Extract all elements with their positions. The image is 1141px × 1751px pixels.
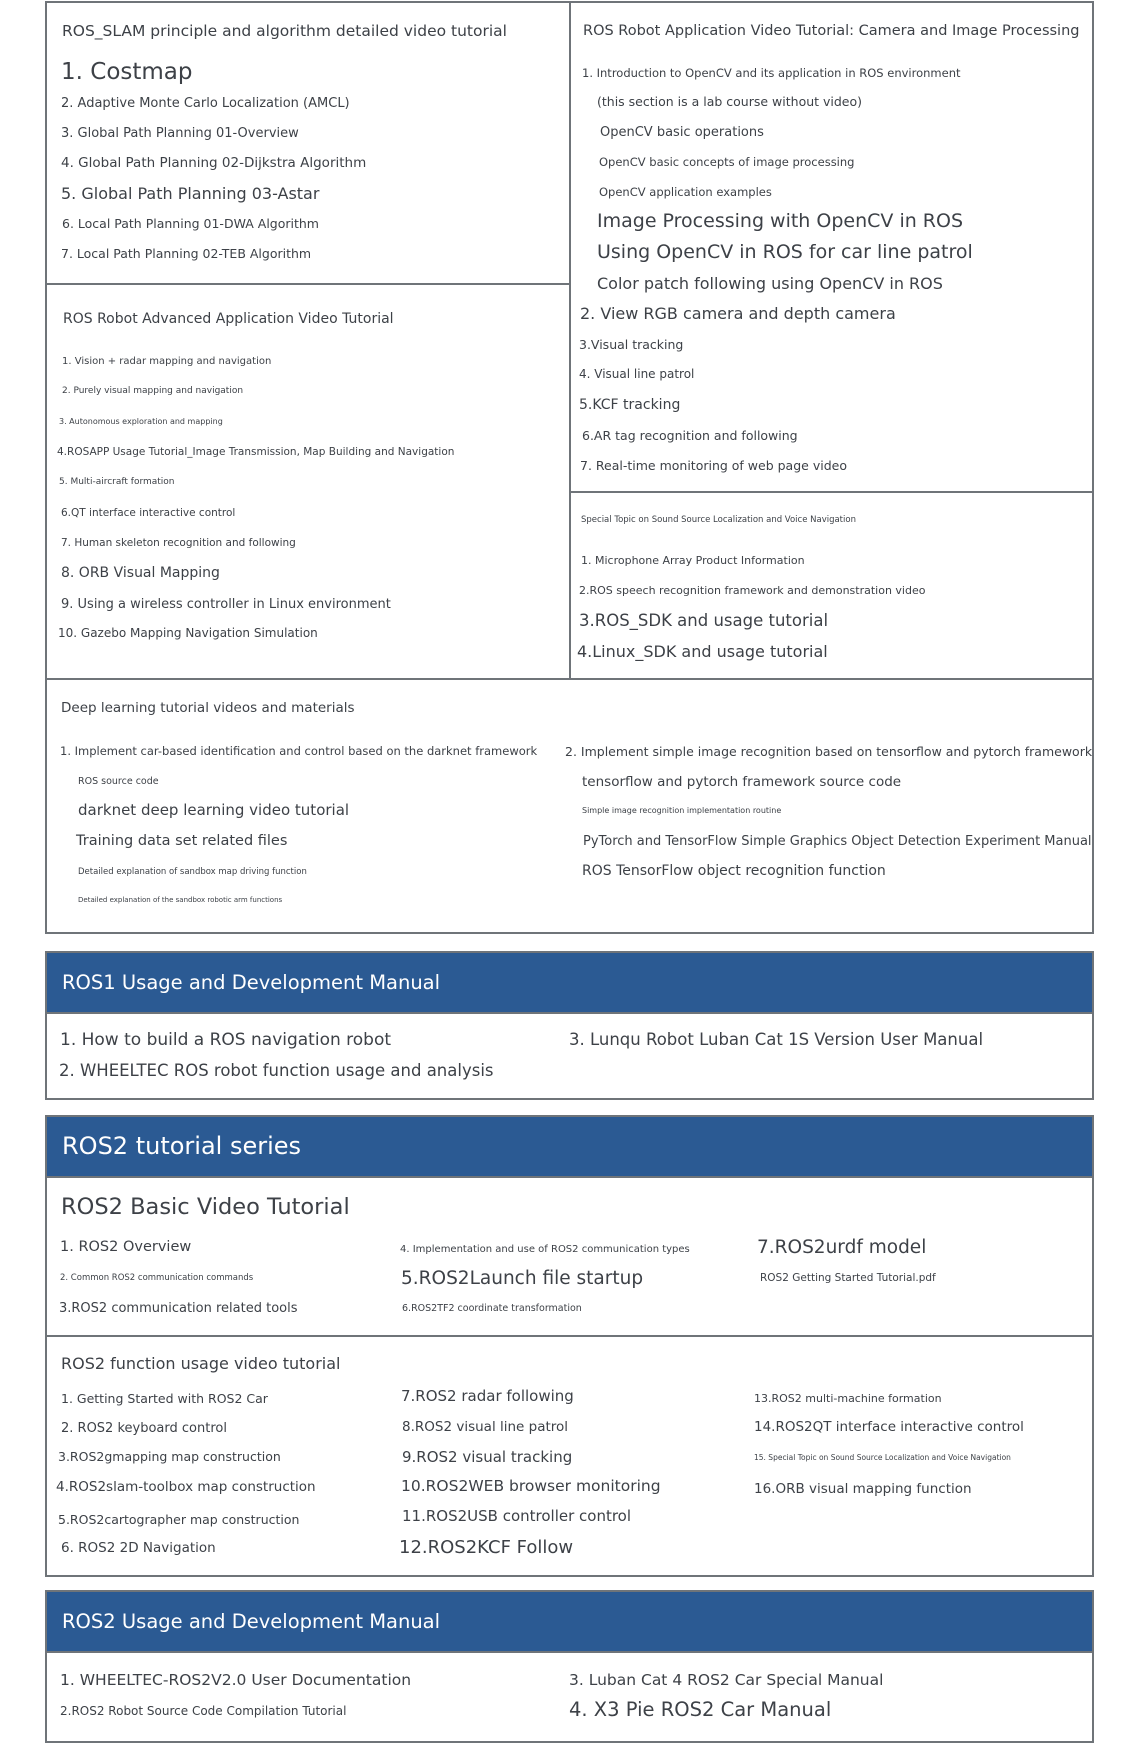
ros1-manual-item[interactable]: 3. Lunqu Robot Luban Cat 1S Version User Manual <box>569 1030 984 1049</box>
camera-item[interactable]: OpenCV application examples <box>599 185 772 199</box>
ros2-basic-item[interactable]: 1. ROS2 Overview <box>60 1239 192 1255</box>
ros2-function-item[interactable]: 5.ROS2cartographer map construction <box>58 1512 300 1527</box>
ros2-basic-item[interactable]: ROS2 Getting Started Tutorial.pdf <box>760 1272 936 1284</box>
ros2-series-title: ROS2 tutorial series <box>62 1132 302 1160</box>
ros2-basic-item[interactable]: 5.ROS2Launch file startup <box>401 1268 644 1289</box>
slam-item[interactable]: 2. Adaptive Monte Carlo Localization (AMCL) <box>61 96 350 111</box>
deep-title: Deep learning tutorial videos and materials <box>61 700 355 716</box>
advanced-item[interactable]: 2. Purely visual mapping and navigation <box>62 386 244 396</box>
advanced-item[interactable]: 4.ROSAPP Usage Tutorial_Image Transmission, Map Building and Navigation <box>57 446 455 458</box>
advanced-item[interactable]: 5. Multi-aircraft formation <box>59 477 175 487</box>
camera-item[interactable]: 7. Real-time monitoring of web page video <box>580 458 847 473</box>
ros2-function-item[interactable]: 4.ROS2slam-toolbox map construction <box>56 1479 316 1495</box>
ros2-series-header <box>45 1115 1094 1177</box>
ros2-series-divider <box>45 1335 1094 1337</box>
ros2-function-item[interactable]: 8.ROS2 visual line patrol <box>402 1419 569 1435</box>
deep-right-item[interactable]: ROS TensorFlow object recognition function <box>582 863 886 879</box>
deep-left-item[interactable]: Detailed explanation of sandbox map driving function <box>78 867 307 877</box>
slam-item[interactable]: 4. Global Path Planning 02-Dijkstra Algorithm <box>61 155 367 171</box>
advanced-item[interactable]: 8. ORB Visual Mapping <box>61 565 220 581</box>
deep-right-item[interactable]: tensorflow and pytorch framework source code <box>582 774 902 790</box>
ros2-function-item[interactable]: 3.ROS2gmapping map construction <box>58 1449 281 1464</box>
ros2-function-item[interactable]: 16.ORB visual mapping function <box>754 1481 972 1497</box>
deep-left-item[interactable]: ROS source code <box>78 776 159 787</box>
camera-item[interactable]: Using OpenCV in ROS for car line patrol <box>597 241 973 263</box>
ros2-basic-item[interactable]: 7.ROS2urdf model <box>757 1237 927 1258</box>
ros1-manual-item[interactable]: 2. WHEELTEC ROS robot function usage and analysis <box>59 1061 494 1080</box>
deep-left-item[interactable]: Training data set related files <box>76 833 288 849</box>
ros1-manual-header <box>45 951 1094 1013</box>
advanced-item[interactable]: 1. Vision + radar mapping and navigation <box>62 356 272 367</box>
ros1-manual-item[interactable]: 1. How to build a ROS navigation robot <box>60 1030 392 1050</box>
deep-right-item[interactable]: 2. Implement simple image recognition based on tensorflow and pytorch framework <box>565 744 1093 759</box>
ros2-function-item[interactable]: 14.ROS2QT interface interactive control <box>754 1419 1024 1435</box>
camera-item[interactable]: 5.KCF tracking <box>579 397 681 413</box>
sound-item[interactable]: 2.ROS speech recognition framework and demonstration video <box>579 584 926 597</box>
ros2-basic-title: ROS2 Basic Video Tutorial <box>61 1194 350 1220</box>
slam-bottom-divider <box>45 283 571 285</box>
ros2-function-item[interactable]: 13.ROS2 multi-machine formation <box>754 1392 942 1405</box>
ros2-function-item[interactable]: 1. Getting Started with ROS2 Car <box>61 1391 268 1406</box>
ros2-function-item[interactable]: 9.ROS2 visual tracking <box>402 1448 573 1466</box>
advanced-item[interactable]: 3. Autonomous exploration and mapping <box>59 417 223 426</box>
camera-item[interactable]: 2. View RGB camera and depth camera <box>580 304 896 323</box>
ros2-manual-body <box>45 1651 1094 1743</box>
advanced-title: ROS Robot Advanced Application Video Tutorial <box>63 311 394 327</box>
ros2-function-item[interactable]: 15. Special Topic on Sound Source Localization and Voice Navigation <box>754 1453 1011 1462</box>
ros2-function-item[interactable]: 12.ROS2KCF Follow <box>399 1537 574 1558</box>
ros2-function-item[interactable]: 11.ROS2USB controller control <box>402 1507 632 1525</box>
camera-item[interactable]: Color patch following using OpenCV in ROS <box>597 274 943 293</box>
advanced-item[interactable]: 7. Human skeleton recognition and following <box>61 537 296 549</box>
camera-item[interactable]: OpenCV basic operations <box>600 125 764 140</box>
camera-title: ROS Robot Application Video Tutorial: Camera and Image Processing <box>583 23 1080 39</box>
camera-item[interactable]: 3.Visual tracking <box>579 337 684 352</box>
deep-left-item[interactable]: 1. Implement car-based identification and control based on the darknet framework <box>60 744 538 758</box>
camera-item[interactable]: 6.AR tag recognition and following <box>582 428 798 443</box>
ros2-manual-item[interactable]: 2.ROS2 Robot Source Code Compilation Tutorial <box>60 1704 347 1718</box>
deep-left-item[interactable]: Detailed explanation of the sandbox robotic arm functions <box>78 896 283 904</box>
camera-item[interactable]: 4. Visual line patrol <box>579 367 695 381</box>
slam-item[interactable]: 7. Local Path Planning 02-TEB Algorithm <box>61 246 312 261</box>
ros2-basic-item[interactable]: 3.ROS2 communication related tools <box>59 1301 298 1316</box>
ros2-basic-item[interactable]: 4. Implementation and use of ROS2 communication types <box>400 1244 690 1255</box>
ros2-function-title: ROS2 function usage video tutorial <box>61 1354 341 1373</box>
slam-item[interactable]: 5. Global Path Planning 03-Astar <box>61 184 320 203</box>
ros1-manual-body <box>45 1012 1094 1100</box>
camera-item[interactable]: OpenCV basic concepts of image processing <box>599 155 855 169</box>
camera-item[interactable]: 1. Introduction to OpenCV and its application in ROS environment <box>582 66 961 80</box>
slam-title: ROS_SLAM principle and algorithm detailed video tutorial <box>62 22 507 40</box>
ros2-function-item[interactable]: 10.ROS2WEB browser monitoring <box>401 1477 661 1495</box>
top-grid-vertical-divider <box>569 1 571 680</box>
advanced-item[interactable]: 6.QT interface interactive control <box>61 507 236 519</box>
ros1-manual-title: ROS1 Usage and Development Manual <box>62 971 441 994</box>
camera-bottom-divider <box>569 491 1094 493</box>
advanced-item[interactable]: 10. Gazebo Mapping Navigation Simulation <box>58 626 318 640</box>
ros2-function-item[interactable]: 2. ROS2 keyboard control <box>61 1421 227 1436</box>
deep-right-item[interactable]: Simple image recognition implementation routine <box>582 806 782 815</box>
ros2-manual-title: ROS2 Usage and Development Manual <box>62 1610 441 1633</box>
sound-item[interactable]: 4.Linux_SDK and usage tutorial <box>577 642 828 661</box>
sound-title: Special Topic on Sound Source Localization and Voice Navigation <box>581 515 856 525</box>
deep-left-item[interactable]: darknet deep learning video tutorial <box>78 801 350 819</box>
slam-item[interactable]: 6. Local Path Planning 01-DWA Algorithm <box>62 216 319 231</box>
slam-item[interactable]: 3. Global Path Planning 01-Overview <box>61 126 299 141</box>
slam-item[interactable]: 1. Costmap <box>61 59 193 85</box>
ros2-manual-item[interactable]: 3. Luban Cat 4 ROS2 Car Special Manual <box>569 1671 884 1689</box>
sound-item[interactable]: 3.ROS_SDK and usage tutorial <box>579 611 829 630</box>
deep-right-item[interactable]: PyTorch and TensorFlow Simple Graphics Object Detection Experiment Manual <box>583 834 1092 849</box>
ros2-function-item[interactable]: 6. ROS2 2D Navigation <box>61 1540 216 1556</box>
advanced-item[interactable]: 9. Using a wireless controller in Linux environment <box>61 597 391 612</box>
ros2-manual-header <box>45 1590 1094 1652</box>
camera-note: (this section is a lab course without video) <box>597 94 863 109</box>
ros2-manual-item[interactable]: 4. X3 Pie ROS2 Car Manual <box>569 1698 832 1721</box>
ros2-basic-item[interactable]: 2. Common ROS2 communication commands <box>60 1273 254 1283</box>
sound-item[interactable]: 1. Microphone Array Product Information <box>581 554 805 567</box>
ros2-function-item[interactable]: 7.ROS2 radar following <box>401 1387 574 1405</box>
ros2-manual-item[interactable]: 1. WHEELTEC-ROS2V2.0 User Documentation <box>60 1671 412 1689</box>
camera-item[interactable]: Image Processing with OpenCV in ROS <box>597 210 964 232</box>
ros2-basic-item[interactable]: 6.ROS2TF2 coordinate transformation <box>402 1303 582 1314</box>
